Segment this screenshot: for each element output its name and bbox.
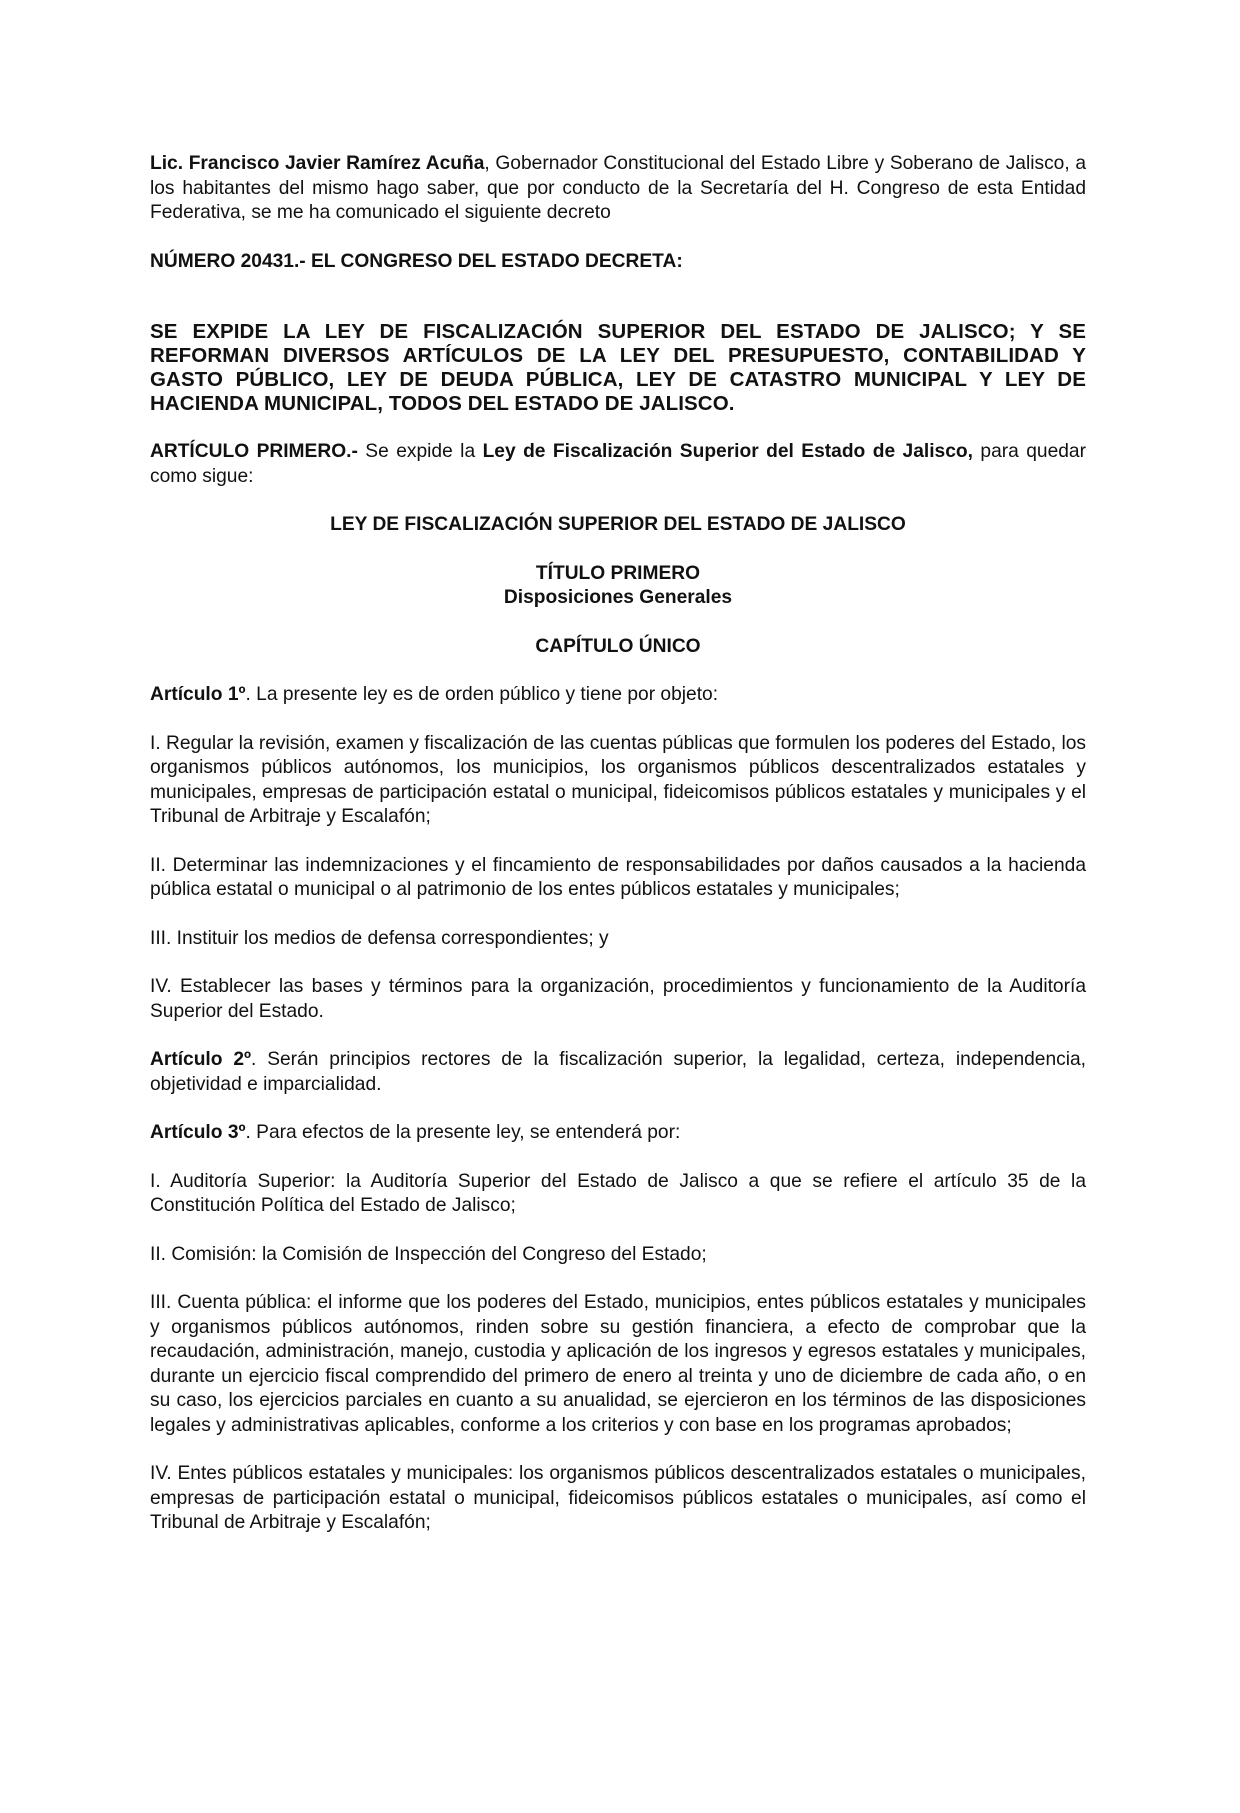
article-first-text-after: para quedar como sigue: — [150, 441, 1086, 487]
article-first-paragraph — [150, 440, 1086, 489]
law-heading: LEY DE FISCALIZACIÓN SUPERIOR DEL ESTADO DE JALISCO — [330, 514, 906, 535]
decree-number: NÚMERO 20431.- EL CONGRESO DEL ESTADO DECRETA: — [150, 250, 683, 272]
article-1-paragraph — [150, 683, 1086, 708]
article-3-item: IV. Entes públicos estatales y municipales: los organismos públicos descentralizados estatales o municipales, empresas de participación estatal o municipal, fideicomisos públicos estatales o municipales, así como el Tribunal de Arbitraje y Escalafón; — [150, 1463, 1086, 1533]
intro-paragraph — [150, 152, 1086, 226]
article-1-item: IV. Establecer las bases y términos para la organización, procedimientos y funcionamiento de la Auditoría Superior del Estado. — [150, 976, 1086, 1022]
decree-title: SE EXPIDE LA LEY DE FISCALIZACIÓN SUPERIOR DEL ESTADO DE JALISCO; Y SE REFORMAN DIVERSOS ARTÍCULOS DE LA LEY DEL PRESUPUESTO, CONTABILIDAD Y GASTO PÚBLICO, LEY DE DEUDA PÚBLICA, LEY DE CATASTRO MUNICIPAL Y LEY DE HACIENDA MUNICIPAL, TODOS DEL ESTADO DE JALISCO. — [150, 320, 1086, 415]
article-1-label: Artículo 1º — [150, 684, 246, 705]
article-3-paragraph — [150, 1121, 1086, 1146]
governor-name: Lic. Francisco Javier Ramírez Acuña — [150, 153, 485, 174]
article-first-label: ARTÍCULO PRIMERO.- — [150, 441, 358, 462]
article-3-label: Artículo 3º — [150, 1122, 246, 1143]
title-subheading: Disposiciones Generales — [503, 587, 733, 608]
article-3-item: III. Cuenta pública: el informe que los poderes del Estado, municipios, entes públicos estatales y municipales y organismos públicos autónomos, rinden sobre su gestión financiera, a efecto de comprobar que la recaudación, administración, manejo, custodia y aplicación de los ingresos y egresos estatales y municipales, durante un ejercicio fiscal comprendido del primero de enero al treinta y uno de diciembre de cada año, o en su caso, los ejercicios parciales en cuanto a su anualidad, se ejercieron en los términos de las disposiciones legales y administrativas aplicables, conforme a los criterios y con base en los programas aprobados; — [150, 1292, 1086, 1436]
law-name: Ley de Fiscalización Superior del Estado de Jalisco, — [482, 441, 973, 462]
article-3-text: . Para efectos de la presente ley, se entenderá por: — [245, 1122, 681, 1143]
article-2-text: . Serán principios rectores de la fiscalización superior, la legalidad, certeza, independencia, objetividad e imparcialidad. — [150, 1049, 1086, 1095]
article-1-item: III. Instituir los medios de defensa correspondientes; y — [150, 927, 609, 949]
title-heading: TÍTULO PRIMERO — [535, 562, 701, 584]
intro-text: , Gobernador Constitucional del Estado Libre y Soberano de Jalisco, a los habitantes del mismo hago saber, que por conducto de la Secretaría del H. Congreso de esta Entidad Federativa, se me ha comunicado el siguiente decreto — [150, 153, 1086, 223]
article-2-paragraph — [150, 1048, 1086, 1097]
article-1-text: . La presente ley es de orden público y tiene por objeto: — [245, 684, 719, 705]
document-body — [150, 152, 1086, 1560]
article-1-item: I. Regular la revisión, examen y fiscalización de las cuentas públicas que formulen los poderes del Estado, los organismos públicos autónomos, los municipios, los organismos públicos descentralizados estatales y municipales, empresas de participación estatal o municipal, fideicomisos públicos estatales y municipales y el Tribunal de Arbitraje y Escalafón; — [150, 732, 1086, 827]
article-3-item: I. Auditoría Superior: la Auditoría Superior del Estado de Jalisco a que se refiere el artículo 35 de la Constitución Política del Estado de Jalisco; — [150, 1170, 1086, 1216]
chapter-heading: CAPÍTULO ÚNICO — [535, 635, 701, 657]
article-2-label: Artículo 2º — [150, 1049, 252, 1070]
article-3-item: II. Comisión: la Comisión de Inspección del Congreso del Estado; — [150, 1243, 707, 1265]
article-first-text-before: Se expide la — [357, 441, 483, 462]
article-1-item: II. Determinar las indemnizaciones y el fincamiento de responsabilidades por daños causados a la hacienda pública estatal o municipal o al patrimonio de los entes públicos estatales y municipales; — [150, 854, 1086, 900]
